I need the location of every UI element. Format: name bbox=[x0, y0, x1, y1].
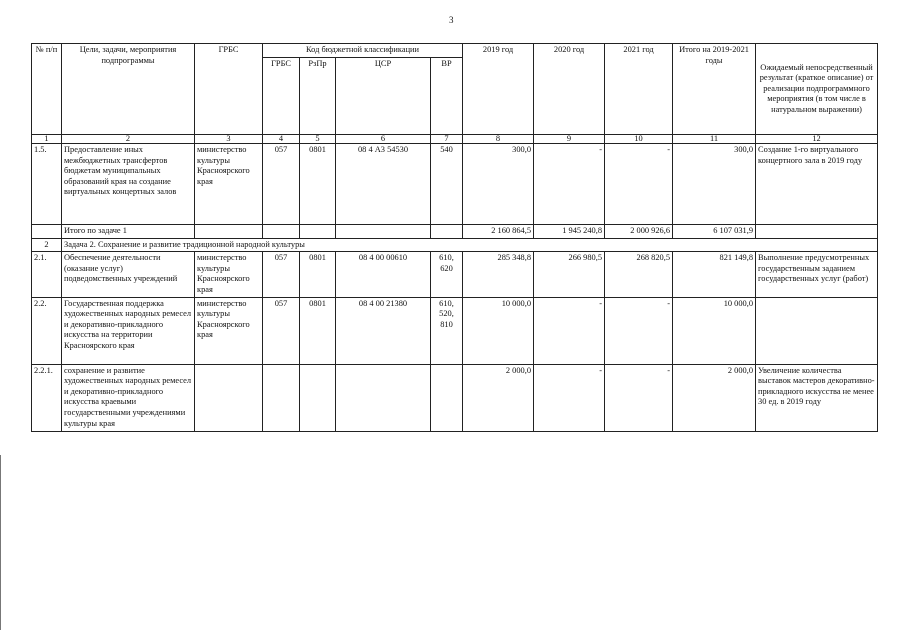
row-2020: 266 980,5 bbox=[534, 252, 605, 297]
row-2021: 268 820,5 bbox=[605, 252, 673, 297]
row-num: 1.5. bbox=[32, 144, 62, 225]
col-index: 12 bbox=[756, 135, 878, 144]
empty-cell bbox=[195, 364, 263, 431]
header-code-vr: ВР bbox=[431, 57, 463, 134]
table-row-2-1 bbox=[32, 252, 878, 297]
row-csr: 08 4 00 00610 bbox=[336, 252, 431, 297]
header-2019: 2019 год bbox=[463, 44, 534, 135]
header-goals: Цели, задачи, мероприятия подпрограммы bbox=[62, 44, 195, 135]
col-index: 11 bbox=[673, 135, 756, 144]
col-index: 10 bbox=[605, 135, 673, 144]
row-code: 057 bbox=[263, 144, 300, 225]
col-index: 9 bbox=[534, 135, 605, 144]
header-row bbox=[32, 44, 878, 58]
col-index: 7 bbox=[431, 135, 463, 144]
table-row-2-2 bbox=[32, 297, 878, 364]
row-num: 2.2.1. bbox=[32, 364, 62, 431]
empty-cell bbox=[300, 225, 336, 239]
empty-cell bbox=[336, 364, 431, 431]
row-code: 057 bbox=[263, 252, 300, 297]
row-name: Государственная поддержка художественных народных ремесел и декоративно-прикладного искусства на территории Красноярского края bbox=[62, 297, 195, 364]
row-2020: - bbox=[534, 297, 605, 364]
empty-cell bbox=[431, 225, 463, 239]
table-row-1-5 bbox=[32, 144, 878, 225]
header-2020: 2020 год bbox=[534, 44, 605, 135]
header-code-group: Код бюджетной классификации bbox=[263, 44, 463, 58]
empty-cell bbox=[431, 364, 463, 431]
row-result: Создание 1-го виртуального концертного зала в 2019 году bbox=[756, 144, 878, 225]
column-index-row bbox=[32, 135, 878, 144]
row-total: 2 000,0 bbox=[673, 364, 756, 431]
col-index: 4 bbox=[263, 135, 300, 144]
table-row-2-2-1 bbox=[32, 364, 878, 431]
header-2021: 2021 год bbox=[605, 44, 673, 135]
header-code-csr: ЦСР bbox=[336, 57, 431, 134]
row-rzpr: 0801 bbox=[300, 252, 336, 297]
header-grbs: ГРБС bbox=[195, 44, 263, 135]
empty-cell bbox=[263, 225, 300, 239]
budget-table bbox=[31, 43, 878, 432]
row-2020: - bbox=[534, 144, 605, 225]
empty-cell bbox=[300, 364, 336, 431]
task-num: 2 bbox=[32, 238, 62, 252]
row-vr: 610, 620 bbox=[431, 252, 463, 297]
row-num: 2.2. bbox=[32, 297, 62, 364]
row-2019: 2 000,0 bbox=[463, 364, 534, 431]
row-result bbox=[756, 297, 878, 364]
row-total: 300,0 bbox=[673, 144, 756, 225]
col-index: 1 bbox=[32, 135, 62, 144]
table-row-total-task1 bbox=[32, 225, 878, 239]
task-title: Задача 2. Сохранение и развитие традиционной народной культуры bbox=[62, 238, 878, 252]
row-total: 821 149,8 bbox=[673, 252, 756, 297]
total-sum: 6 107 031,9 bbox=[673, 225, 756, 239]
row-2021: - bbox=[605, 144, 673, 225]
col-index: 5 bbox=[300, 135, 336, 144]
total-label: Итого по задаче 1 bbox=[62, 225, 195, 239]
row-2019: 300,0 bbox=[463, 144, 534, 225]
total-2021: 2 000 926,6 bbox=[605, 225, 673, 239]
header-num: № п/п bbox=[32, 44, 62, 135]
row-result: Увеличение количества выставок мастеров декоративно-прикладного искусства не менее 30 ед. в 2019 году bbox=[756, 364, 878, 431]
row-2019: 10 000,0 bbox=[463, 297, 534, 364]
empty-cell bbox=[756, 225, 878, 239]
row-name: Обеспечение деятельности (оказание услуг) подведомственных учреждений bbox=[62, 252, 195, 297]
row-rzpr: 0801 bbox=[300, 144, 336, 225]
table-row-task2 bbox=[32, 238, 878, 252]
col-index: 8 bbox=[463, 135, 534, 144]
row-total: 10 000,0 bbox=[673, 297, 756, 364]
header-total: Итого на 2019-2021 годы bbox=[673, 44, 756, 135]
row-csr: 08 4 А3 54530 bbox=[336, 144, 431, 225]
row-rzpr: 0801 bbox=[300, 297, 336, 364]
row-grbs: министерство культуры Красноярского края bbox=[195, 144, 263, 225]
row-grbs: министерство культуры Красноярского края bbox=[195, 297, 263, 364]
empty-cell bbox=[336, 225, 431, 239]
row-num: 2.1. bbox=[32, 252, 62, 297]
row-vr: 540 bbox=[431, 144, 463, 225]
header-code-grbs: ГРБС bbox=[263, 57, 300, 134]
row-2020: - bbox=[534, 364, 605, 431]
row-result: Выполнение предусмотренных государственным заданием государственных услуг (работ) bbox=[756, 252, 878, 297]
empty-cell bbox=[195, 225, 263, 239]
total-2019: 2 160 864,5 bbox=[463, 225, 534, 239]
header-code-rzpr: РзПр bbox=[300, 57, 336, 134]
row-grbs: министерство культуры Красноярского края bbox=[195, 252, 263, 297]
col-index: 2 bbox=[62, 135, 195, 144]
row-2021: - bbox=[605, 364, 673, 431]
header-result: Ожидаемый непосредственный результат (краткое описание) от реализации подпрограммного мероприятия (в том числе в натуральном выражении) bbox=[756, 44, 878, 135]
row-2019: 285 348,8 bbox=[463, 252, 534, 297]
row-name: Предоставление иных межбюджетных трансфертов бюджетам муниципальных образований края на создание виртуальных концертных залов bbox=[62, 144, 195, 225]
row-num bbox=[32, 225, 62, 239]
margin-line bbox=[0, 455, 1, 630]
total-2020: 1 945 240,8 bbox=[534, 225, 605, 239]
col-index: 6 bbox=[336, 135, 431, 144]
row-csr: 08 4 00 21380 bbox=[336, 297, 431, 364]
page-number: 3 bbox=[449, 15, 454, 25]
col-index: 3 bbox=[195, 135, 263, 144]
row-2021: - bbox=[605, 297, 673, 364]
row-code: 057 bbox=[263, 297, 300, 364]
empty-cell bbox=[263, 364, 300, 431]
row-name: сохранение и развитие художественных народных ремесел и декоративно-прикладного искусства краевыми государственными учреждениями культуры края bbox=[62, 364, 195, 431]
row-vr: 610, 520, 810 bbox=[431, 297, 463, 364]
